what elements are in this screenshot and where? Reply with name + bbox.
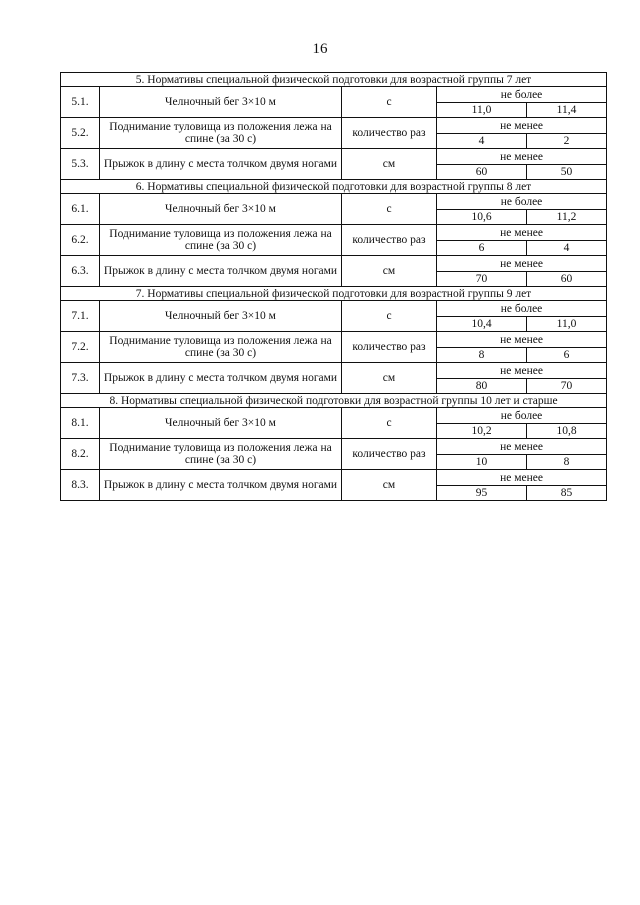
table-row [61,470,607,486]
section-header-row [61,73,607,87]
limit-label: не менее [437,225,607,241]
value-boys: 10,6 [437,210,527,225]
table-row [61,408,607,424]
section-title: 6. Нормативы специальной физической подготовки для возрастной группы 8 лет [61,180,607,194]
row-number: 5.2. [61,118,100,149]
value-girls: 60 [527,272,607,287]
limit-label: не менее [437,363,607,379]
exercise-name: Поднимание туловища из положения лежа на спине (за 30 с) [100,118,342,149]
value-girls: 6 [527,348,607,363]
value-girls: 4 [527,241,607,256]
row-number: 8.1. [61,408,100,439]
limit-label: не более [437,301,607,317]
row-number: 6.2. [61,225,100,256]
table-row [61,194,607,210]
unit: см [342,363,437,394]
unit: количество раз [342,439,437,470]
unit: см [342,149,437,180]
table-row [61,87,607,103]
unit: см [342,470,437,501]
row-number: 6.1. [61,194,100,225]
exercise-name: Прыжок в длину с места толчком двумя ногами [100,363,342,394]
table-row [61,363,607,379]
norms-table [60,72,607,501]
value-girls: 11,2 [527,210,607,225]
exercise-name: Челночный бег 3×10 м [100,301,342,332]
row-number: 7.2. [61,332,100,363]
exercise-name: Челночный бег 3×10 м [100,408,342,439]
section-title: 8. Нормативы специальной физической подготовки для возрастной группы 10 лет и старше [61,394,607,408]
table-row [61,225,607,241]
section-title: 7. Нормативы специальной физической подготовки для возрастной группы 9 лет [61,287,607,301]
value-boys: 11,0 [437,103,527,118]
limit-label: не менее [437,118,607,134]
unit: с [342,87,437,118]
section-header-row [61,287,607,301]
table-row [61,149,607,165]
exercise-name: Прыжок в длину с места толчком двумя ногами [100,149,342,180]
limit-label: не более [437,87,607,103]
value-boys: 80 [437,379,527,394]
value-girls: 8 [527,455,607,470]
value-girls: 85 [527,486,607,501]
value-boys: 10,4 [437,317,527,332]
value-boys: 60 [437,165,527,180]
value-boys: 4 [437,134,527,149]
value-boys: 95 [437,486,527,501]
unit: см [342,256,437,287]
section-title: 5. Нормативы специальной физической подготовки для возрастной группы 7 лет [61,73,607,87]
limit-label: не более [437,408,607,424]
table-row [61,332,607,348]
table-row [61,118,607,134]
limit-label: не менее [437,256,607,272]
section-header-row [61,394,607,408]
limit-label: не менее [437,149,607,165]
exercise-name: Прыжок в длину с места толчком двумя ногами [100,470,342,501]
value-boys: 10,2 [437,424,527,439]
unit: с [342,408,437,439]
table-row [61,439,607,455]
value-boys: 10 [437,455,527,470]
row-number: 5.3. [61,149,100,180]
table-row [61,256,607,272]
value-boys: 8 [437,348,527,363]
unit: количество раз [342,225,437,256]
unit: с [342,301,437,332]
limit-label: не менее [437,470,607,486]
exercise-name: Поднимание туловища из положения лежа на спине (за 30 с) [100,225,342,256]
row-number: 6.3. [61,256,100,287]
row-number: 8.3. [61,470,100,501]
unit: с [342,194,437,225]
value-boys: 70 [437,272,527,287]
limit-label: не менее [437,439,607,455]
value-girls: 70 [527,379,607,394]
value-girls: 50 [527,165,607,180]
table-row [61,301,607,317]
exercise-name: Поднимание туловища из положения лежа на спине (за 30 с) [100,439,342,470]
exercise-name: Прыжок в длину с места толчком двумя ногами [100,256,342,287]
norms-table-body [61,73,607,501]
exercise-name: Челночный бег 3×10 м [100,87,342,118]
unit: количество раз [342,118,437,149]
row-number: 7.1. [61,301,100,332]
exercise-name: Челночный бег 3×10 м [100,194,342,225]
value-boys: 6 [437,241,527,256]
value-girls: 10,8 [527,424,607,439]
limit-label: не менее [437,332,607,348]
value-girls: 11,0 [527,317,607,332]
page-number: 16 [312,41,328,57]
limit-label: не более [437,194,607,210]
unit: количество раз [342,332,437,363]
row-number: 5.1. [61,87,100,118]
row-number: 7.3. [61,363,100,394]
exercise-name: Поднимание туловища из положения лежа на спине (за 30 с) [100,332,342,363]
row-number: 8.2. [61,439,100,470]
value-girls: 2 [527,134,607,149]
section-header-row [61,180,607,194]
value-girls: 11,4 [527,103,607,118]
